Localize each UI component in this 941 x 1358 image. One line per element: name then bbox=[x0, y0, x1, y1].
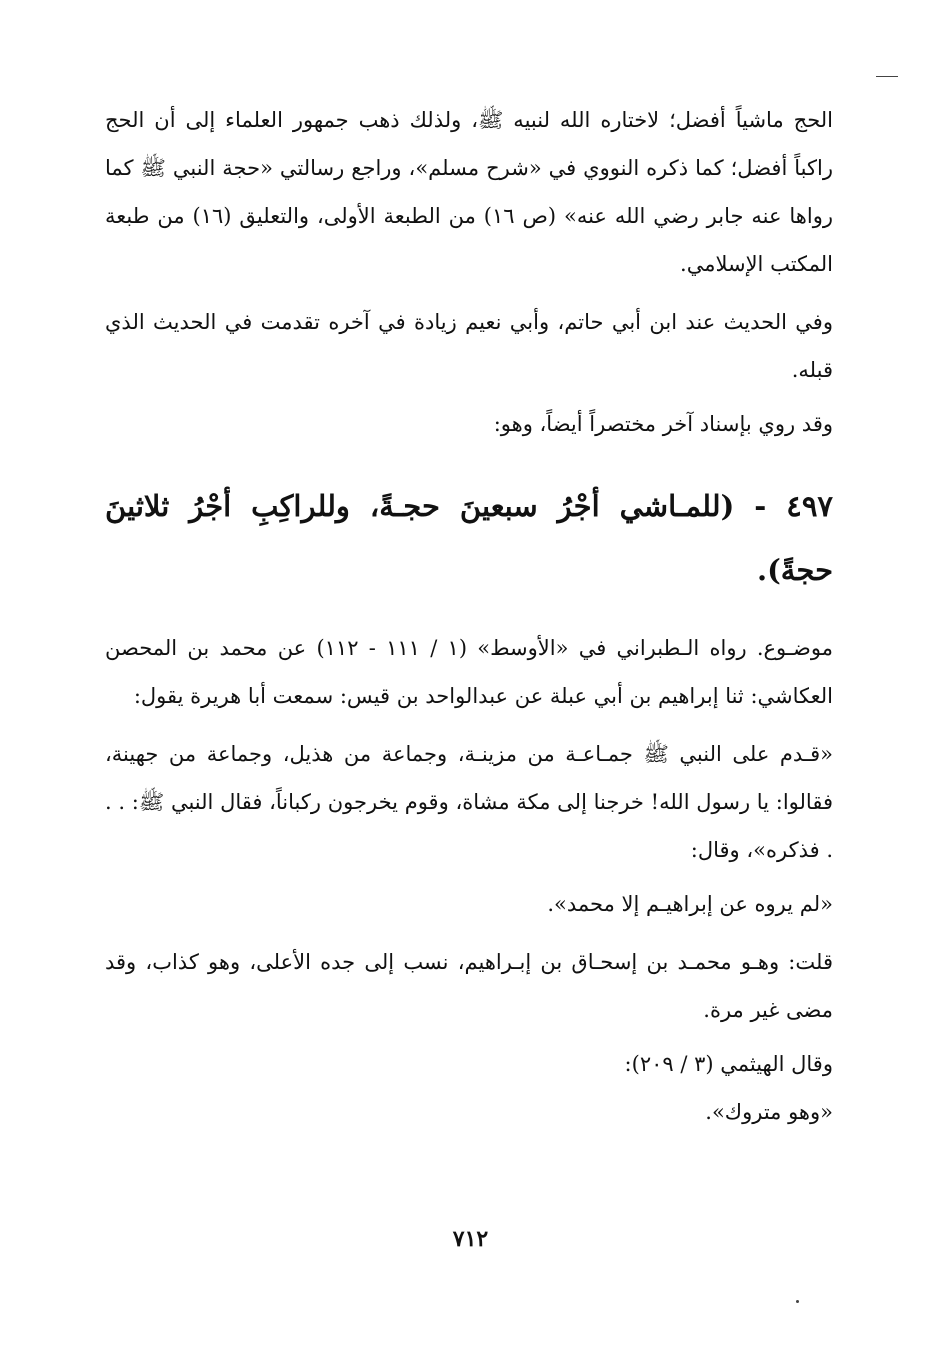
paragraph-haythami: وقال الهيثمي (٣ / ٢٠٩): bbox=[624, 1052, 833, 1076]
paragraph-tabarani-remark: «لم يروه عن إبراهيـم إلا محمد». bbox=[547, 892, 833, 916]
paragraph-note: وفي الحديث عند ابن أبي حاتم، وأبي نعيم زيادة في آخره تقدمت في الحديث الذي قبله. bbox=[105, 310, 833, 382]
hadith-heading: ٤٩٧ - (للمـاشي أجْرُ سبعينَ حجـةً، وللراكِبِ أجْرُ ثلاثينَ حجةً). bbox=[105, 489, 833, 587]
paragraph-grading: موضـوع. رواه الـطبراني في «الأوسط» (١ / ١١١ - ١١٢) عن محمد بن المحصن العكاشي: ثنا إبراهيم بن أبي عبلة عن عبدالواحد بن قيس: سمعت أبا هريرة يقول: bbox=[105, 636, 833, 708]
paragraph-haythami-quote: «وهو متروك». bbox=[705, 1100, 833, 1124]
paragraph-comment: قلت: وهـو محمـد بن إسحـاق بن إبـراهيم، نسب إلى جده الأعلى، وهو كذاب، وقد مضى غير مرة. bbox=[105, 950, 833, 1022]
paragraph-intro: وقد روي بإسناد آخر مختصراً أيضاً، وهو: bbox=[493, 412, 833, 436]
paragraph-continuation: الحج ماشياً أفضل؛ لاختاره الله لنبيه ﷺ، ولذلك ذهب جمهور العلماء إلى أن الحج راكباً أفضل؛ كما ذكره النووي في «شرح مسلم»، وراجع رسالتي «حجة النبي ﷺ كما رواها عنه جابر رضي الله عنه» (ص ١٦) من الطبعة الأولى، والتعليق (١٦) من طبعة المكتب الإسلامي. bbox=[105, 108, 834, 276]
scan-speck bbox=[796, 1300, 799, 1303]
scan-speck bbox=[876, 76, 898, 77]
page-number: ٧١٢ bbox=[452, 1226, 489, 1252]
page-body bbox=[105, 96, 833, 1136]
paragraph-quote: «قـدم على النبي ﷺ جمـاعـة من مزينـة، وجماعة من هذيل، وجماعة من جهينة، فقالوا: يا رسول الله! خرجنا إلى مكة مشاة، وقوم يخرجون ركباناً، فقال النبي ﷺ: . . . فذكره»، وقال: bbox=[105, 742, 833, 862]
